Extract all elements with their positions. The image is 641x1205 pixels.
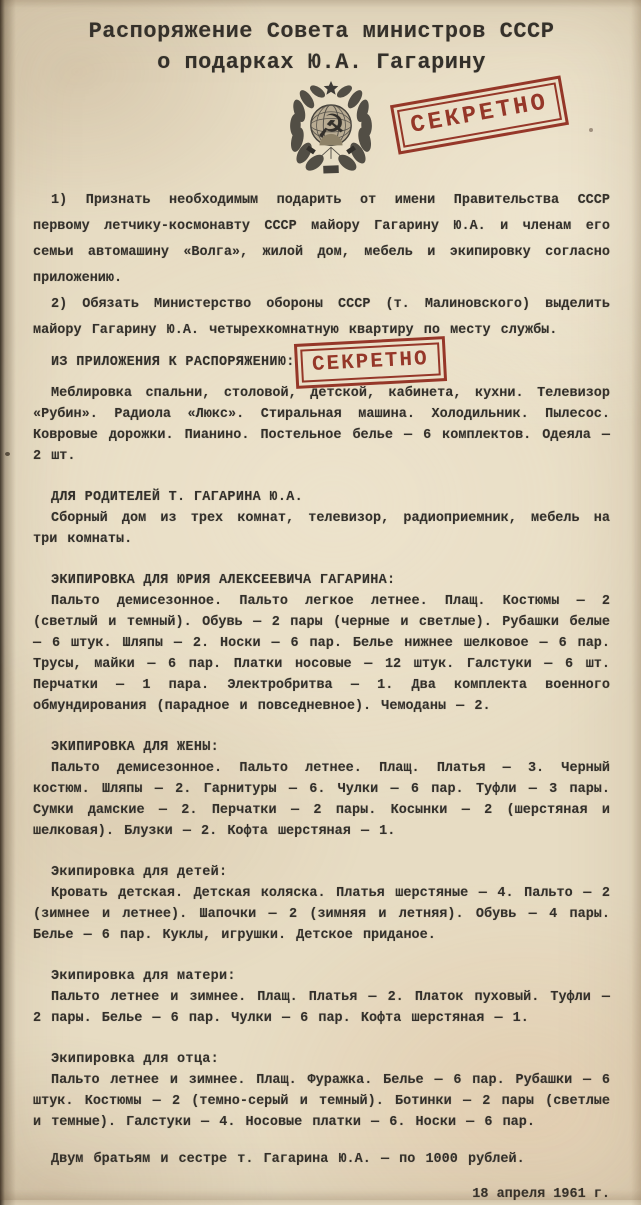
section-heading-gagarin: ЭКИПИРОВКА ДЛЯ ЮРИЯ АЛЕКСЕЕВИЧА ГАГАРИНА: [51,573,396,588]
secret-stamp-annex-label: СЕКРЕТНО [300,342,440,382]
document-date: 18 апреля 1961 г. [472,1187,610,1202]
section-body-mother: Пальто летнее и зимнее. Плащ. Платья — 2. Платок пуховый. Туфли — 2 пары. Белье — 6 пар. Чулки — 6 пар. Кофта шерстяная — 1. [33,990,610,1026]
annex-heading-row [33,348,610,378]
annex-heading: ИЗ ПРИЛОЖЕНИЯ К РАСПОРЯЖЕНИЮ: [51,355,295,370]
section-body-gagarin: Пальто демисезонное. Пальто легкое летнее. Плащ. Костюмы — 2 (светлый и темный). Обувь — 2 пары (черные и светлые). Рубашки белые — 6 штук. Шляпы — 2. Носки — 6 пар. Белье нижнее шелковое — 6 пар. Трусы, майки — 6 пар. Платки носовые — 12 штук. Галстуки — 6 шт. Перчатки — 1 пара. Электробритва — 1. Два комплекта военного обмундирования (парадное и повседневное). Чемоданы — 2. [33,594,610,714]
section-body-children: Кровать детская. Детская коляска. Платья шерстяные — 4. Пальто — 2 (зимнее и летнее). Шапочки — 2 (зимняя и летняя). Обувь — 4 пары. Белье — 6 пар. Куклы, игрушки. Детское приданое. [33,886,610,943]
paper-speck [5,452,10,456]
secret-stamp-annex [294,336,447,389]
ussr-coat-of-arms-icon [278,80,384,180]
section-body-wife: Пальто демисезонное. Пальто летнее. Плащ. Платья — 3. Черный костюм. Шляпы — 2. Гарнитуры — 6. Чулки — 6 пар. Туфли — 3 пары. Сумки дамские — 2. Перчатки — 2 пары. Косынки — 2 (шерстяная и шелковая). Блузки — 2. Кофта шерстяная — 1. [33,761,610,839]
document-title-line-1: Распоряжение Совета министров СССР [88,19,555,44]
secret-stamp-top-label: СЕКРЕТНО [397,82,562,147]
section-body-father: Пальто летнее и зимнее. Плащ. Фуражка. Белье — 6 пар. Рубашки — 6 штук. Костюмы — 2 (темно-серый и темный). Ботинки — 2 пары (светлые и темные). Галстуки — 4. Носовые платки — 6. Носки — 6 пар. [33,1073,610,1130]
emblem-row [33,80,610,180]
closing-line: Двум братьям и сестре т. Гагарина Ю.А. — по 1000 рублей. [51,1152,525,1167]
section-heading-children: Экипировка для детей: [51,865,228,880]
section-heading-mother: Экипировка для матери: [51,969,236,984]
document-title-line-2: о подарках Ю.А. Гагарину [157,50,486,75]
decree-point-2: 2) Обязать Министерство обороны СССР (т. Малиновского) выделить майору Гагарину Ю.А. четырехкомнатную квартиру по месту службы. [33,297,610,338]
svg-text:☭: ☭ [315,107,346,146]
secret-stamp-top [390,75,569,154]
section-body-parents: Сборный дом из трех комнат, телевизор, радиоприемник, мебель на три комнаты. [33,511,610,547]
section-heading-parents: ДЛЯ РОДИТЕЛЕЙ Т. ГАГАРИНА Ю.А. [51,490,304,505]
annex-body: Меблировка спальни, столовой, детской, кабинета, кухни. Телевизор «Рубин». Радиола «Люкс». Стиральная машина. Холодильник. Пылесос. Ковровые дорожки. Пианино. Постельное белье — 6 комплектов. Одеяла — 2 шт. [33,386,610,464]
decree-point-1: 1) Признать необходимым подарить от имени Правительства СССР первому летчику-космонавту СССР майору Гагарину Ю.А. и членам его семьи автомашину «Волга», жилой дом, мебель и экипировку согласно приложению. [33,193,610,286]
section-heading-wife: ЭКИПИРОВКА ДЛЯ ЖЕНЫ: [51,740,220,755]
section-heading-father: Экипировка для отца: [51,1052,220,1067]
